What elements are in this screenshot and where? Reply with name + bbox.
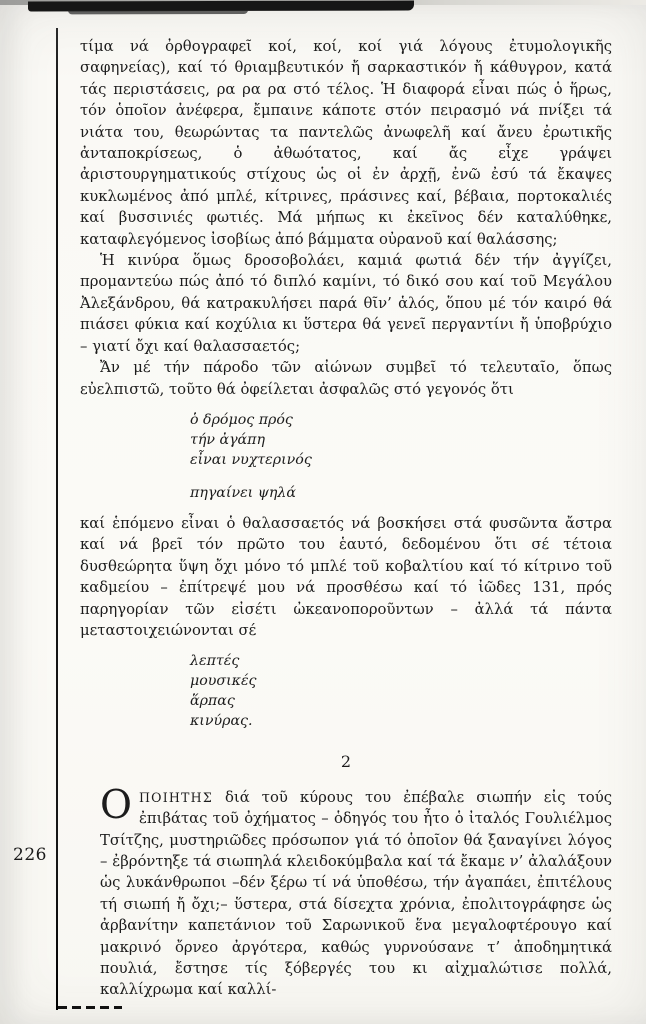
poem-line: ἅρπας [190, 693, 235, 710]
poem-line: κινύρας. [190, 713, 253, 730]
poem-line: τήν ἀγάπη [190, 431, 265, 448]
poem-line: ὁ δρόμος πρός [190, 411, 293, 428]
section-number: 2 [340, 752, 352, 772]
body-paragraph-1: τίμα νά ὀρθογραφεῖ κοί, κοί, κοί γιά λόγους ἐτυμολογικῆς σαφηνείας), καί τό θριαμβευτικόν ἤ σαρκαστικόν ἤ κάθυγρον, κατά τάς περιστάσεις, ρα ρα ρα στό τέλος. Ἡ διαφορά εἶναι πώς ὁ ἥρως, τόν ὁποῖον ἀνέφερα, ἔμπαινε κάποτε στόν πειρασμό νά πνίξει τά νιάτα του, θεωρώντας τα παντελῶς ἀνωφελῆ καί ἄνευ ἐρωτικῆς ἀνταποκρίσεως, ὁ ἀθωότατος, καί ἄς εἶχε γράψει ἀριστουργηματικούς στίχους ὡς οἱ ἐν ἀρχῇ, ἐνῶ ἐσύ τά ἔκαψες κυκλωμένος ἀπό μπλέ, κίτρινες, πράσινες καί, βέβαια, πορτοκαλιές καί βυσσινιές φωτιές. Μά μήπως κι ἐκεῖνος δέν καταλύθηκε, καταφλεγόμενος ἰσοβίως ἀπό βάμματα οὐρανοῦ καί θαλάσσης; [80, 38, 612, 248]
poem-line: μουσικές [190, 673, 257, 690]
poem-quote-2 [190, 651, 612, 731]
scan-artifact-bottom-dashes [58, 1006, 122, 1009]
scan-artifact-top-bar [28, 0, 414, 11]
poem-line: λεπτές [190, 653, 240, 670]
poem-quote-1 [190, 410, 612, 503]
scan-gutter-line [56, 28, 58, 1010]
poem-line: πηγαίνει ψηλά [190, 484, 296, 501]
body-paragraph-3: Ἄν μέ τήν πάροδο τῶν αἰώνων συμβεῖ τό τελευταῖο, ὅπως εὐελπιστῶ, τοῦτο θά ὀφείλεται ἀσφαλῶς στό γεγονός ὅτι [80, 359, 612, 398]
lead-word: ΠΟΙΗΤΗΣ [138, 789, 213, 805]
text-column [80, 36, 612, 1001]
dropcap-letter: Ο [100, 782, 132, 828]
body-paragraph-5-text: διά τοῦ κύρους του ἐπέβαλε σιωπήν εἰς τούς ἐπιβάτας τοῦ ὀχήματος – ὁδηγός του ἦτο ὁ ἰταλός Γουλιέλμος Τσίτζης, μυστηριῶδες πρόσωπον γιά τό ὁποῖον θά ξαναγίνει λόγος – ἐβρόντηξε τά σιωπηλά κλειδοκύμβαλα καί τά ἔκαμε ν’ ἀλαλάξουν ὡς λυκάνθρωποι –δέν ξέρω τί νά ὑποθέσω, τήν ἀγαπάει, ἐπιτέλους τή σιωπή ἤ ὄχι;– ὕστερα, στά δίσεχτα χρόνια, ἐπολιτογράφησε ὡς ἀρβανίτην καπετάνιον τοῦ Σαρωνικοῦ ἕνα μεγαλοφτέρουγο καί μακρινό ὄρνεο ἀργότερα, καθώς γυρνούσανε τ’ ἀποδημητικά πουλιά, ἔστησε τίς ξόβεργές του κι αἰχμαλώτισε πολλά, καλλίχρωμα καί καλλί- [100, 788, 612, 999]
body-paragraph-4: καί ἑπόμενο εἶναι ὁ θαλασσαετός νά βοσκήσει στά φυσῶντα ἄστρα καί νά βρεῖ τόν πρῶτο του ἑαυτό, δεδομένου ὅτι σέ τέτοια δυσθεώρητα ὕψη ὄχι μόνο τό μπλέ τοῦ κοβαλτίου καί τό κίτρινο τοῦ καδμείου – ἐπίτρεψέ μου νά προσθέσω καί τό ἰῶδες 131, πρός παρηγορίαν τῶν εἰσέτι ὠκεανοποροῦντων – ἀλλά τά πάντα μεταστοιχειώνονται σέ [80, 514, 612, 639]
page-number: 226 [13, 845, 47, 865]
body-paragraph-2: Ἡ κινύρα ὅμως δροσοβολάει, καμιά φωτιά δέν τήν ἀγγίζει, προμαντεύω πώς ἀπό τό διπλό καμίνι, τό δικό σου καί τοῦ Μεγάλου Ἀλεξάνδρου, θά κατρακυλήσει παρά θῖν’ ἁλός, ὅπου μέ τόν καιρό θά πιάσει φύκια καί κοχύλια κι ὕστερα θά γενεῖ περγαντίνι ἤ ὑποβρύχιο – γιατί ὄχι καί θαλασσαετός; [80, 252, 612, 355]
poem-line: εἶναι νυχτερινός [190, 451, 312, 468]
chapter-opening-paragraph [80, 782, 612, 1001]
